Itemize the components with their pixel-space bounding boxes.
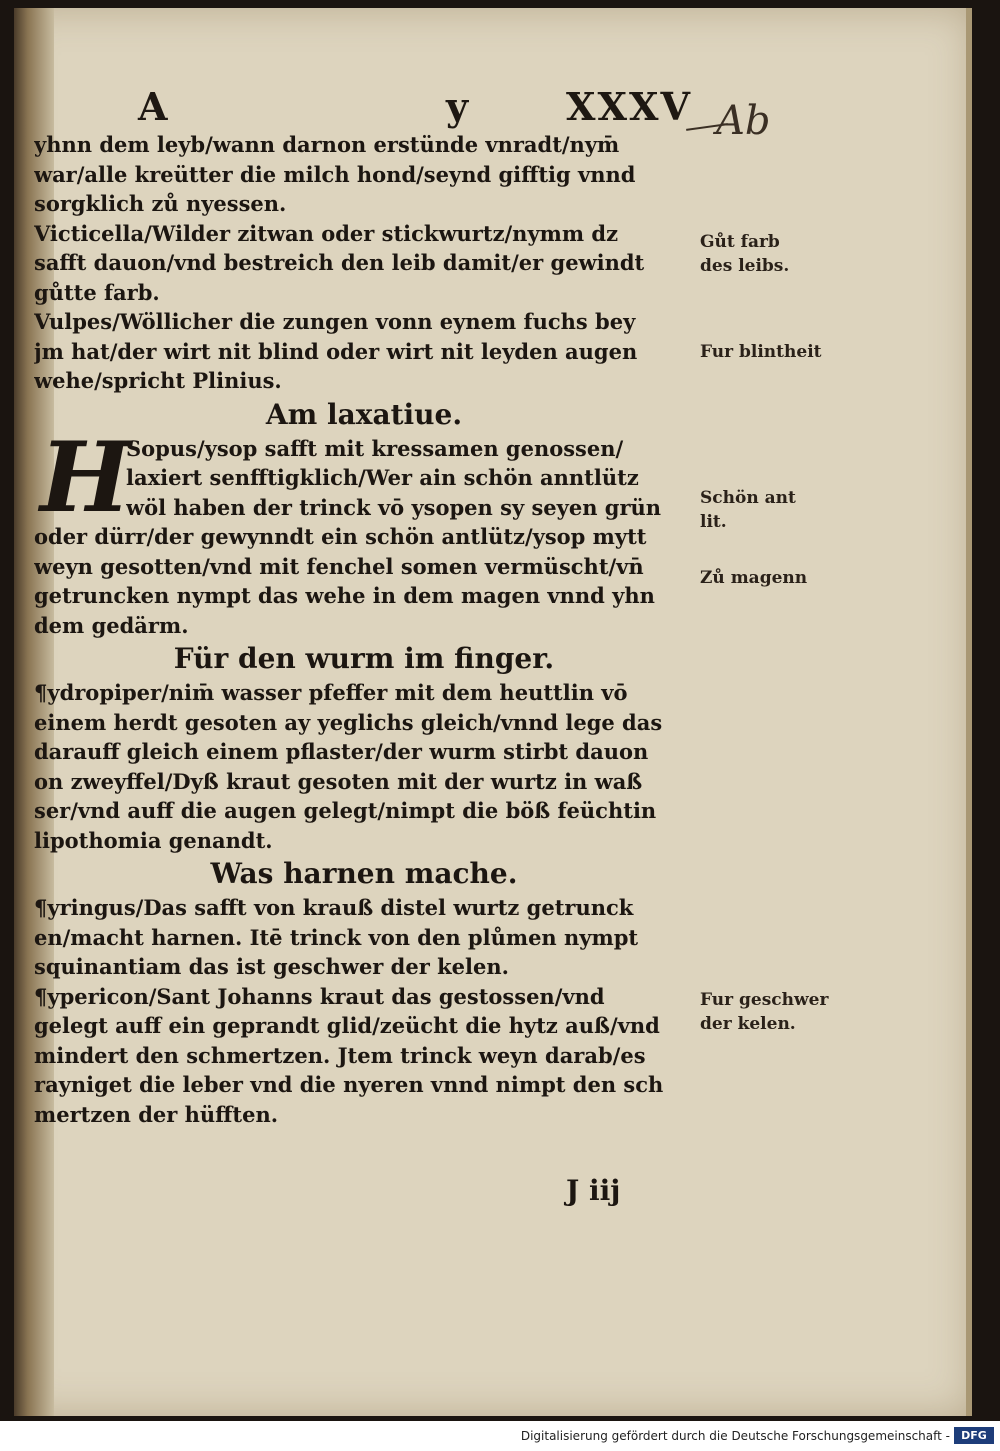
text-line: sorgklich zů nyessen. [34,191,287,216]
page-edge [966,8,972,1416]
margin-note-line: lit. [700,512,727,532]
section-heading-worm: Für den wurm im finger. [173,642,555,675]
text-line: wöl haben der trinck vō ysopen sy seyen grün [126,494,662,520]
text-line: einem herdt gesoten ay yeglichs gleich/vnnd lege das [34,709,663,735]
margin-note-line: des leibs. [700,256,790,276]
header-center-letter: y [446,84,471,129]
text-line: gůtte farb. [34,279,160,305]
dropcap-initial: H [40,420,131,534]
text-line: en/macht harnen. Itē trinck von den plůmen nympt [34,924,639,950]
text-line: gelegt auff ein geprandt glid/zeücht die hytz auß/vnd [34,1013,660,1038]
margin-note-line: Gůt farb [700,232,780,252]
footer-bar [0,1421,1000,1451]
margin-note-line: Schön ant [700,488,796,508]
margin-note-throat [700,988,828,1036]
section-heading-laxative: Am laxatiue. [265,397,463,431]
margin-note-color [700,230,789,278]
margin-note-face [700,486,796,534]
margin-note-blindness [700,340,822,364]
text-line: weyn gesotten/vnd mit fenchel somen vermüscht/vn̄ [34,553,644,579]
text-line: safft dauon/vnd bestreich den leib damit/er gewindt [34,250,645,275]
text-line: Sopus/ysop safft mit kressamen genossen/ [126,435,624,461]
margin-note-line: Zů magenn [700,568,808,588]
text-line: getruncken nympt das wehe in dem magen vnnd yhn [34,583,655,608]
text-line: jm hat/der wirt nit blind oder wirt nit leyden augen [34,338,638,364]
text-line: laxiert senfftigklich/Wer ain schön anntlütz [126,465,639,490]
text-line: wehe/spricht Plinius. [34,368,282,393]
text-line: on zweyffel/Dyß kraut gesoten mit der wurtz in waß [34,768,643,794]
text-line: ¶ypericon/Sant Johanns kraut das gestossen/vnd [34,983,605,1009]
text-line: rayniget die leber vnd die nyeren vnnd nimpt den sch [34,1072,664,1097]
margin-note-line: Fur blintheit [700,342,822,362]
dfg-logo: DFG [954,1427,994,1444]
text-line: darauff gleich einem pflaster/der wurm stirbt dauon [34,739,649,764]
text-line: war/alle kreütter die milch hond/seynd gifftig vnnd [34,161,636,187]
text-line: ¶ydropiper/nim̄ wasser pfeffer mit dem heuttlin vō [34,680,628,705]
text-line: Vulpes/Wöllicher die zungen vonn eynem fuchs bey [34,309,636,334]
text-line: ser/vnd auff die augen gelegt/nimpt die böß feüchtin [34,798,657,823]
text-line: mertzen der hüfften. [34,1101,279,1127]
section-heading-urine: Was harnen mache. [210,857,518,890]
text-line: dem gedärm. [34,612,189,638]
text-line: Victicella/Wilder zitwan oder stickwurtz/nymm dz [34,220,619,246]
text-line: squinantiam das ist geschwer der kelen. [34,954,509,979]
main-text-block [34,120,694,1129]
text-line: ¶yringus/Das safft von krauß distel wurtz getrunck [34,895,634,920]
funding-notice: Digitalisierung gefördert durch die Deutsche Forschungsgemeinschaft - [520,1429,950,1443]
margin-note-stomach [700,566,807,590]
text-line: oder dürr/der gewynndt ein schön antlütz/ysop mytt [34,524,647,549]
margin-note-line: der kelen. [700,1014,796,1034]
signature-mark: J iij [566,1174,621,1207]
text-line: lipothomia genandt. [34,827,273,853]
header-left-letter: A [138,84,170,129]
dropcap-paragraph [34,420,694,534]
folio-number: XXXV [566,84,692,129]
margin-note-line: Fur geschwer [700,990,829,1010]
text-line: mindert den schmertzen. Jtem trinck weyn darab/es [34,1042,646,1068]
handwritten-note: Ab [716,98,771,144]
text-line: yhnn dem leyb/wann darnon erstünde vnradt/nym̄ [34,132,620,157]
